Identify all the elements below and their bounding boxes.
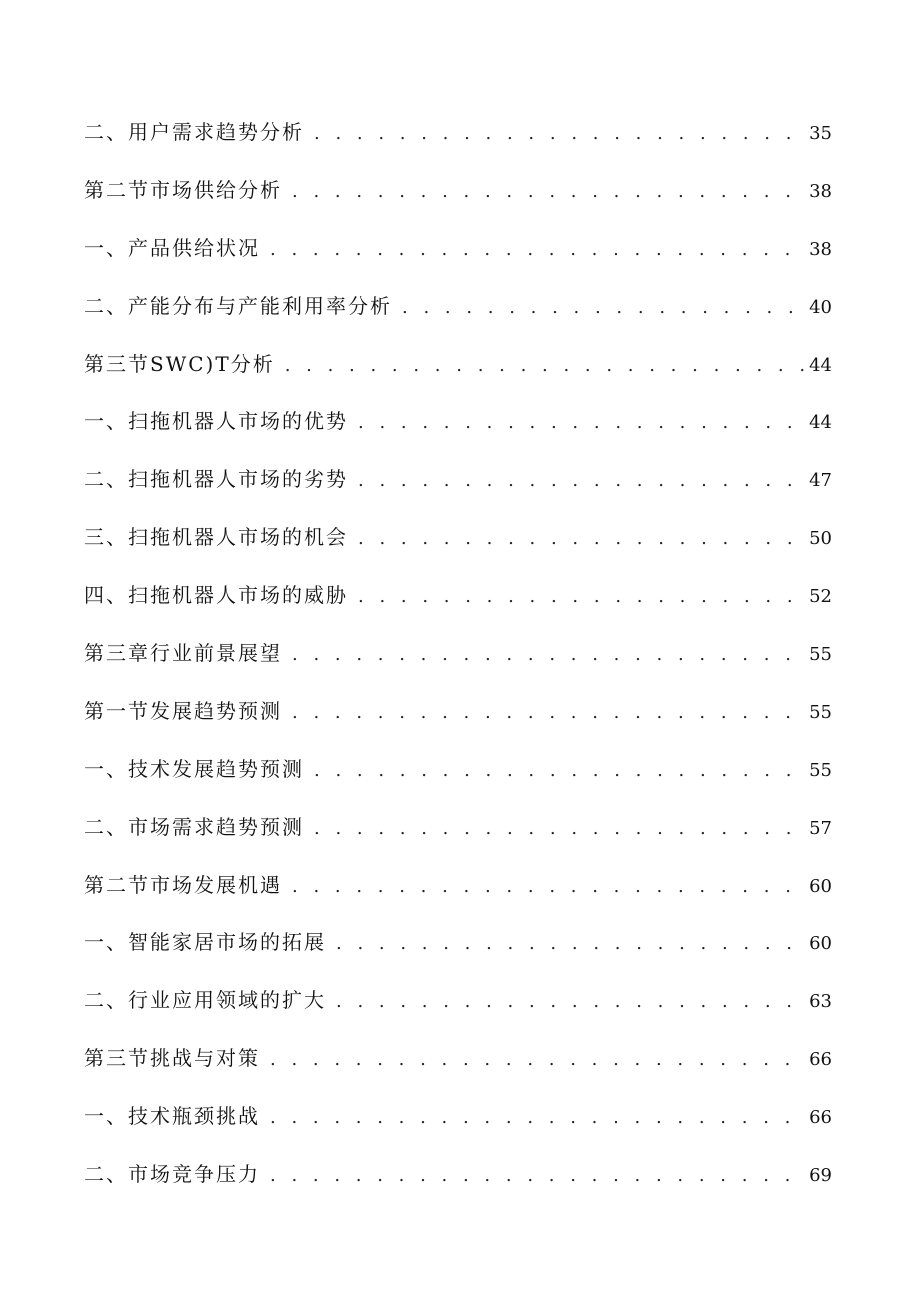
toc-entry[interactable]	[84, 1096, 832, 1154]
toc-entry[interactable]	[84, 286, 832, 344]
toc-dot-leader	[336, 982, 805, 1022]
toc-entry[interactable]	[84, 575, 832, 633]
toc-entry[interactable]	[84, 691, 832, 749]
toc-entry[interactable]	[84, 749, 832, 807]
toc-dot-leader	[285, 346, 805, 386]
toc-page-number: 57	[809, 817, 832, 839]
toc-page-number: 40	[809, 296, 832, 318]
toc-page-number: 66	[809, 1107, 832, 1129]
toc-entry-title: 一、智能家居市场的拓展	[84, 930, 326, 955]
toc-entry-title: 一、技术发展趋势预测	[84, 756, 304, 781]
toc-page-number: 38	[809, 180, 832, 202]
toc-entry-title: 一、扫拖机器人市场的优势	[84, 409, 348, 434]
table-of-contents	[84, 112, 832, 1212]
toc-page-number: 66	[809, 1049, 832, 1071]
toc-entry-title: 第一节发展趋势预测	[84, 698, 282, 723]
toc-entry-title: 二、市场竞争压力	[84, 1162, 260, 1187]
toc-dot-leader	[358, 519, 805, 559]
toc-dot-leader	[292, 172, 805, 212]
toc-entry-title: 一、产品供给状况	[84, 235, 260, 260]
toc-entry-title: 一、技术瓶颈挑战	[84, 1104, 260, 1129]
toc-entry[interactable]	[84, 980, 832, 1038]
toc-page-number: 38	[809, 238, 832, 260]
toc-dot-leader	[358, 461, 805, 501]
toc-page-number: 44	[809, 354, 832, 376]
toc-page-number: 44	[809, 412, 832, 434]
toc-entry[interactable]	[84, 401, 832, 459]
toc-entry-title: 二、市场需求趋势预测	[84, 814, 304, 839]
toc-page-number: 47	[809, 470, 832, 492]
toc-dot-leader	[402, 288, 805, 328]
toc-dot-leader	[270, 1156, 805, 1196]
toc-dot-leader	[270, 1040, 805, 1080]
toc-dot-leader	[336, 924, 805, 964]
toc-entry[interactable]	[84, 922, 832, 980]
toc-entry-title: 第三节挑战与对策	[84, 1046, 260, 1071]
toc-entry-title: 第三章行业前景展望	[84, 641, 282, 666]
toc-dot-leader	[358, 403, 805, 443]
toc-page-number: 35	[809, 123, 832, 144]
toc-dot-leader	[292, 693, 805, 733]
toc-page-number: 60	[809, 875, 832, 897]
toc-entry-title: 第三节SWC)T分析	[84, 351, 275, 376]
toc-entry-title: 二、扫拖机器人市场的劣势	[84, 467, 348, 492]
toc-page-number: 60	[809, 933, 832, 955]
toc-entry-title: 第二节市场供给分析	[84, 177, 282, 202]
toc-entry-title: 三、扫拖机器人市场的机会	[84, 525, 348, 550]
toc-entry-title: 二、用户需求趋势分析	[84, 120, 304, 144]
toc-page-number: 55	[809, 759, 832, 781]
toc-page-number: 52	[809, 586, 832, 608]
toc-entry[interactable]	[84, 228, 832, 286]
toc-entry[interactable]	[84, 633, 832, 691]
toc-entry[interactable]	[84, 807, 832, 865]
toc-entry[interactable]	[84, 112, 832, 170]
toc-page-number: 55	[809, 701, 832, 723]
toc-dot-leader	[314, 114, 805, 154]
toc-entry-title: 二、产能分布与产能利用率分析	[84, 293, 392, 318]
toc-dot-leader	[270, 230, 805, 270]
toc-page-number: 69	[809, 1165, 832, 1187]
toc-entry[interactable]	[84, 1038, 832, 1096]
toc-entry[interactable]	[84, 865, 832, 923]
toc-page-number: 55	[809, 644, 832, 666]
toc-page-number: 50	[809, 528, 832, 550]
toc-entry[interactable]	[84, 344, 832, 402]
toc-dot-leader	[314, 809, 805, 849]
toc-page-number: 63	[809, 991, 832, 1013]
toc-entry-title: 第二节市场发展机遇	[84, 872, 282, 897]
toc-dot-leader	[358, 577, 805, 617]
toc-entry[interactable]	[84, 517, 832, 575]
toc-entry-title: 四、扫拖机器人市场的威胁	[84, 583, 348, 608]
toc-dot-leader	[270, 1098, 805, 1138]
toc-dot-leader	[292, 867, 805, 907]
toc-dot-leader	[292, 635, 805, 675]
toc-entry[interactable]	[84, 170, 832, 228]
toc-dot-leader	[314, 751, 805, 791]
toc-entry-title: 二、行业应用领域的扩大	[84, 988, 326, 1013]
toc-entry[interactable]	[84, 1154, 832, 1212]
toc-entry[interactable]	[84, 459, 832, 517]
